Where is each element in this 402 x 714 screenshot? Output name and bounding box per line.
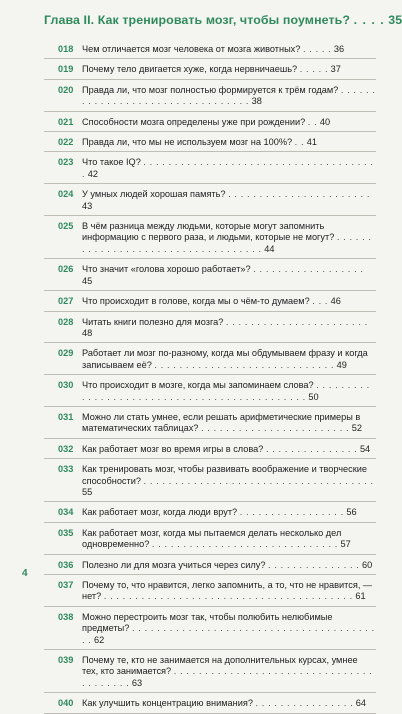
entry-number: 018 (58, 44, 74, 54)
toc-entry (44, 152, 376, 184)
entry-number: 032 (58, 443, 74, 454)
entry-title: Почему те, кто не занимается на дополнительных курсах, умнее тех, кто занимается? (82, 655, 358, 677)
chapter-page-number: 35 (388, 13, 402, 27)
toc-entry (44, 693, 376, 713)
entry-title-block (82, 189, 376, 212)
entry-page-number: 43 (82, 200, 93, 211)
toc-entry (44, 39, 376, 59)
toc-entry (44, 555, 376, 575)
entry-number: 027 (58, 296, 74, 307)
entry-page-number: 45 (82, 275, 93, 286)
entry-number: 030 (58, 380, 74, 391)
entry-title-block (82, 528, 376, 551)
toc-entry (44, 607, 376, 650)
entry-page-number: 63 (131, 677, 143, 688)
toc-entry (44, 650, 376, 693)
entry-title: Как тренировать мозг, чтобы развивать воображение и творческие способности? (82, 464, 368, 486)
entry-title: Как работает мозг, когда мы пытаемся делать несколько дел одновременно? (82, 527, 342, 550)
entry-title-block (82, 698, 376, 709)
page-number: 4 (22, 568, 28, 579)
toc-entry (44, 184, 376, 216)
entry-number: 024 (58, 189, 74, 200)
chapter-heading (44, 13, 402, 27)
entry-page-number: 46 (330, 296, 341, 307)
entry-title-block (82, 317, 376, 340)
entry-leader-dots: . . . . . . . . . . . . . . . . . (239, 507, 344, 518)
entry-title: Можно ли стать умнее, если решать арифметические примеры в математических таблицах? (82, 411, 361, 434)
toc-entry (44, 80, 376, 112)
entry-title-block (82, 380, 376, 403)
entry-page-number: 55 (82, 486, 93, 497)
entry-title: Способности мозга определены уже при рождении? (82, 116, 306, 127)
toc-entry (44, 343, 376, 375)
entry-title: Правда ли, что мозг полностью формируется к трём годам? (82, 84, 339, 95)
entry-number: 023 (58, 157, 74, 168)
toc-entry (44, 312, 376, 344)
entry-page-number: 37 (330, 64, 341, 75)
entry-title-block (82, 221, 376, 255)
entry-leader-dots: . . . (312, 296, 329, 307)
entry-page-number: 36 (333, 44, 345, 54)
entry-page-number: 38 (251, 96, 262, 107)
entry-leader-dots: . . (294, 137, 305, 148)
entry-title-block (82, 580, 376, 603)
entry-title-block (82, 157, 376, 180)
entry-page-number: 41 (306, 137, 317, 148)
entry-number: 039 (58, 655, 74, 666)
entry-title-block (82, 444, 376, 455)
entry-title-block (82, 85, 376, 108)
entry-title: Что такое IQ? (82, 157, 141, 168)
entry-title-block (82, 137, 376, 148)
entry-title-block (82, 264, 376, 287)
toc-entry (44, 502, 376, 522)
entry-leader-dots: . . . . . . . . . . . . . . . . . . . . . . . . . . . . . . . . . . . (82, 232, 372, 254)
entry-leader-dots: . . . . . . . . . . . . . . . . . . . . . . . . . . . . . . . . . . . . . . . . . . . . . (82, 380, 370, 402)
entry-page-number: 56 (346, 507, 357, 518)
entry-leader-dots: . . . . . . . . . . . . . . . . . . (253, 264, 364, 275)
entry-number: 028 (58, 316, 74, 327)
entry-number: 020 (58, 84, 74, 95)
chapter-leader-dots: . . . . (353, 13, 385, 27)
entry-title: Что происходит в мозге, когда мы запоминаем слова? (82, 380, 314, 391)
entry-title: Как работает мозг, когда люди врут? (82, 507, 238, 518)
entry-leader-dots: . . . . . . . . . . . . . . . . . . . . . . . . . . . . . . . . . . . . . . (82, 157, 374, 179)
entry-title: Чем отличается мозг человека от мозга животных? (82, 44, 301, 54)
entry-number: 019 (58, 64, 74, 75)
entry-leader-dots: . . . . . . . . . . . . . . . . (255, 698, 354, 709)
entry-title: Как улучшить концентрацию внимания? (82, 698, 253, 709)
entry-leader-dots: . . (307, 116, 318, 127)
entry-title: Почему то, что нравится, легко запомнить, а то, что не нравится, — нет? (82, 580, 373, 602)
toc-entry (44, 112, 376, 132)
entry-leader-dots: . . . . . . . . . . . . . . . . . . . . . . . . . . . . . . (151, 539, 338, 550)
toc-entry (44, 216, 376, 259)
entry-leader-dots: . . . . . . . . . . . . . . . . . . . . . . . . . . . . . . . . . . . . . . . . . (82, 623, 375, 645)
toc-entry (44, 59, 376, 79)
entry-number: 026 (58, 264, 74, 275)
entry-page-number: 49 (336, 359, 347, 370)
entry-page-number: 44 (264, 243, 275, 254)
entry-page-number: 60 (362, 559, 373, 570)
entry-title: Что происходит в голове, когда мы о чём-то думаем? (82, 296, 310, 307)
toc-entry (44, 407, 376, 439)
entry-leader-dots: . . . . . (299, 64, 329, 75)
entry-number: 033 (58, 464, 74, 475)
entry-title: Полезно ли для мозга учиться через силу? (82, 559, 266, 570)
entry-number: 031 (58, 411, 74, 422)
entry-title-block (82, 348, 376, 371)
entry-title: Работает ли мозг по-разному, когда мы обдумываем фразу и когда записываем её? (82, 348, 368, 370)
entry-page-number: 48 (82, 327, 93, 338)
entry-number: 038 (58, 611, 74, 622)
entry-number: 029 (58, 348, 74, 359)
entry-leader-dots: . . . . . (302, 44, 332, 54)
toc-entry (44, 459, 376, 502)
entry-title-block (82, 296, 376, 307)
entry-page-number: 62 (94, 634, 105, 645)
table-of-contents (44, 39, 376, 714)
entry-title-block (82, 655, 376, 689)
entry-title-block (82, 560, 376, 571)
entry-leader-dots: . . . . . . . . . . . . . . . . . . . . . . . . . . . . . (154, 359, 335, 370)
entry-page-number: 42 (87, 168, 98, 179)
entry-number: 037 (58, 580, 74, 590)
entry-title-block (82, 612, 376, 646)
entry-number: 035 (58, 527, 74, 538)
entry-leader-dots: . . . . . . . . . . . . . . . . . . . . . . . (228, 189, 370, 200)
toc-entry (44, 259, 376, 291)
entry-leader-dots: . . . . . . . . . . . . . . . . . . . . . . . . (200, 423, 350, 434)
entry-leader-dots: . . . . . . . . . . . . . . . . . . . . . . . . . . . . . . . . . . . . . (143, 475, 374, 486)
entry-number: 040 (58, 698, 74, 709)
entry-title: Можно перестроить мозг так, чтобы полюбить нелюбимые предметы? (82, 611, 333, 634)
entry-page-number: 40 (319, 116, 331, 127)
entry-leader-dots: . . . . . . . . . . . . . . . (265, 443, 358, 454)
toc-entry (44, 523, 376, 555)
chapter-title-text: Глава II. Как тренировать мозг, чтобы поумнеть? (44, 13, 351, 27)
entry-title-block (82, 507, 376, 518)
entry-number: 034 (58, 507, 74, 518)
entry-leader-dots: . . . . . . . . . . . . . . . . . . . . . . . (225, 316, 368, 327)
entry-number: 036 (58, 559, 74, 570)
entry-number: 025 (58, 221, 74, 232)
entry-title-block (82, 44, 376, 55)
entry-page-number: 52 (351, 423, 362, 434)
entry-title-block (82, 464, 376, 498)
entry-leader-dots: . . . . . . . . . . . . . . . . . . . . . . . . . . . . . . . . . . . . . . . . (82, 666, 373, 688)
entry-title: Читать книги полезно для мозга? (82, 316, 224, 327)
entry-number: 021 (58, 116, 74, 127)
entry-title: Как работает мозг во время игры в слова? (82, 443, 264, 454)
entry-title: Правда ли, что мы не используем мозг на 100%? (82, 137, 293, 148)
entry-page-number: 61 (355, 591, 366, 602)
entry-title-block (82, 117, 376, 128)
toc-entry (44, 575, 376, 607)
toc-entry (44, 375, 376, 407)
entry-number: 022 (58, 137, 74, 148)
toc-entry (44, 439, 376, 459)
entry-title: У умных людей хорошая память? (82, 189, 226, 200)
entry-title-block (82, 412, 376, 435)
entry-leader-dots: . . . . . . . . . . . . . . . . . . . . . . . . . . . . . . . . . . . . . . . . (103, 591, 353, 602)
entry-page-number: 50 (308, 391, 319, 402)
entry-title: Почему тело двигается хуже, когда нервничаешь? (82, 64, 298, 75)
entry-page-number: 54 (359, 443, 371, 454)
entry-page-number: 57 (340, 539, 351, 550)
entry-leader-dots: . . . . . . . . . . . . . . . (268, 559, 360, 570)
toc-entry (44, 132, 376, 152)
entry-title: В чём разница между людьми, которые могут запомнить информацию с первого раза, и людьми, которые не могут? (82, 221, 335, 243)
entry-title-block (82, 64, 376, 75)
entry-page-number: 64 (355, 698, 367, 709)
entry-leader-dots: . . . . . . . . . . . . . . . . . . . . . . . . . . . . . . . . . (82, 84, 376, 107)
entry-title: Что значит «голова хорошо работает»? (82, 264, 251, 275)
toc-entry (44, 291, 376, 311)
